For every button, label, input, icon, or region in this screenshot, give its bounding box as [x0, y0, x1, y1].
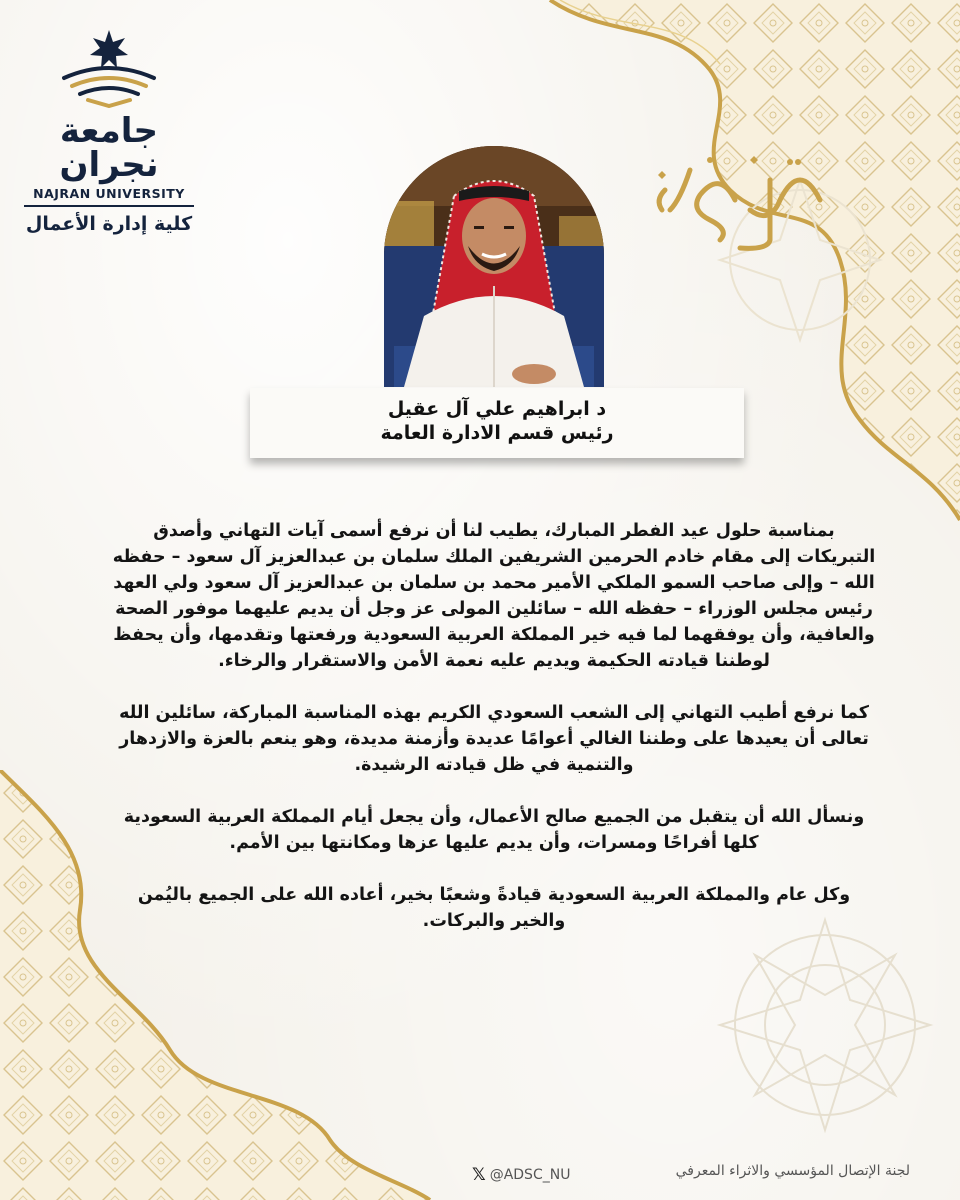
message-paragraph-4: وكل عام والمملكة العربية السعودية قيادةً وشعبًا بخير، أعاده الله على الجميع باليُمن والخير والبركات.	[137, 885, 851, 931]
logo-english-name: NAJRAN UNIVERSITY	[33, 186, 185, 201]
portrait-photo	[384, 146, 604, 387]
message-paragraph-2: كما نرفع أطيب التهاني إلى الشعب السعودي الكريم بهذه المناسبة المباركة، سائلين الله تعالى أن يعيدها على وطننا الغالي أعوامًا عديدة وأزمنة مديدة، وهو ينعم بالعزة والازدهار والتنمية في ظل قيادته الرشيدة.	[119, 703, 869, 775]
committee-name: لجنة الإتصال المؤسسي والاثراء المعرفي	[675, 1163, 910, 1179]
message-paragraph-3: ونسأل الله أن يتقبل من الجميع صالح الأعمال، وأن يجعل أيام المملكة العربية السعودية كلها أفراحًا ومسرات، وأن يديم عليها عزها ومكانتها بين الأمم.	[123, 807, 865, 853]
person-name: د ابراهيم علي آل عقيل	[387, 398, 607, 420]
social-handle-text: @ADSC_NU	[489, 1167, 571, 1183]
logo-divider	[24, 205, 194, 207]
eid-mubarak-calligraphy	[650, 140, 830, 260]
x-logo-icon: 𝕏	[472, 1165, 486, 1185]
person-title: رئيس قسم الادارة العامة	[380, 421, 614, 444]
message-body	[112, 518, 876, 960]
social-handle[interactable]	[472, 1163, 570, 1187]
university-logo	[14, 28, 204, 235]
portrait-illustration	[384, 146, 604, 387]
college-name: كلية إدارة الأعمال	[25, 213, 193, 235]
logo-star-emblem-icon	[54, 28, 164, 108]
name-card	[250, 388, 744, 458]
logo-arabic-name: جامعة نجران	[59, 111, 159, 185]
message-paragraph-1: بمناسبة حلول عيد الفطر المبارك، يطيب لنا أن نرفع أسمى آيات التهاني وأصدق التبريكات إلى مقام خادم الحرمين الشريفين الملك سلمان بن عبدالعزيز آل سعود – حفظه الله – وإلى صاحب السمو الملكي الأمير محمد بن سلمان بن عبدالعزيز آل سعود ولي العهد رئيس مجلس الوزراء – حفظه الله – سائلين المولى عز وجل أن يديم عليهما موفور الصحة والعافية، وأن يوفقهما لما فيه خير المملكة العربية السعودية ورفعتها وتقدمها، وأن يحفظ لوطننا قيادته الحكيمة ويديم عليه نعمة الأمن والاستقرار والرخاء.	[112, 521, 876, 671]
